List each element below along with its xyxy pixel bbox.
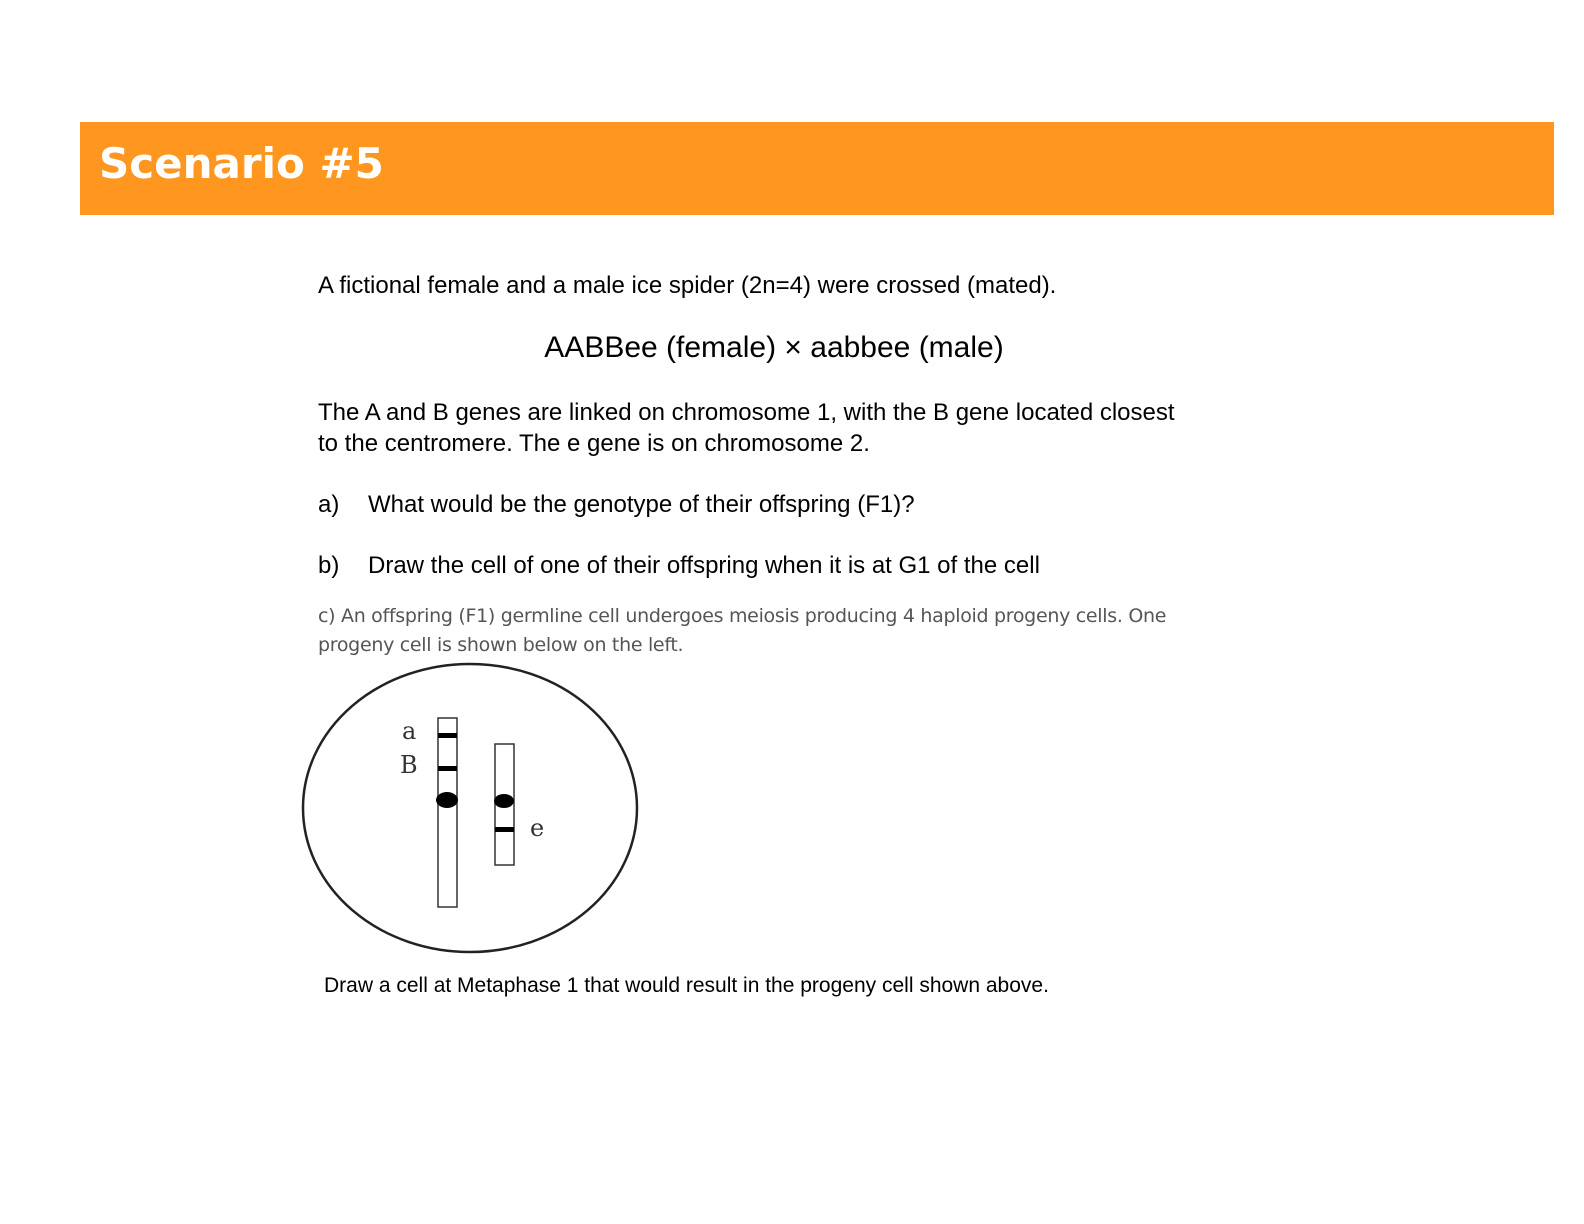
question-c-line-2: progeny cell is shown below on the left. xyxy=(318,634,684,656)
gene-b-band xyxy=(438,766,457,771)
chromosome-2-centromere xyxy=(494,794,514,808)
gene-a-band xyxy=(438,733,457,738)
gene-b-label: B xyxy=(400,751,418,779)
linkage-line-1: The A and B genes are linked on chromosome 1, with the B gene located closest xyxy=(318,399,1175,426)
metaphase-instruction: Draw a cell at Metaphase 1 that would result in the progeny cell shown above. xyxy=(324,974,1049,997)
question-b xyxy=(318,550,1040,581)
question-a-text: What would be the genotype of their offspring (F1)? xyxy=(368,491,915,518)
gene-a-label: a xyxy=(402,717,417,745)
gene-e-band xyxy=(495,827,514,832)
linkage-paragraph xyxy=(318,397,1248,459)
cross-equation: AABBee (female) × aabbee (male) xyxy=(544,331,1004,364)
question-c-line-1: c) An offspring (F1) germline cell undergoes meiosis producing 4 haploid progeny cells. One xyxy=(318,605,1167,627)
chromosome-1-centromere xyxy=(436,792,458,808)
cell-membrane xyxy=(303,664,637,952)
intro-text: A fictional female and a male ice spider (2n=4) were crossed (mated). xyxy=(318,272,1057,299)
linkage-line-2: to the centromere. The e gene is on chromosome 2. xyxy=(318,430,870,457)
question-a-label: a) xyxy=(318,491,340,518)
progeny-cell-diagram xyxy=(300,662,646,962)
page-title: Scenario #5 xyxy=(99,139,384,188)
question-b-label: b) xyxy=(318,552,340,579)
scenario-banner xyxy=(80,122,1554,215)
question-c xyxy=(318,602,1218,660)
gene-e-label: e xyxy=(530,814,545,842)
chromosome-1 xyxy=(438,718,457,907)
question-a xyxy=(318,489,915,520)
question-b-text: Draw the cell of one of their offspring when it is at G1 of the cell xyxy=(368,552,1040,579)
